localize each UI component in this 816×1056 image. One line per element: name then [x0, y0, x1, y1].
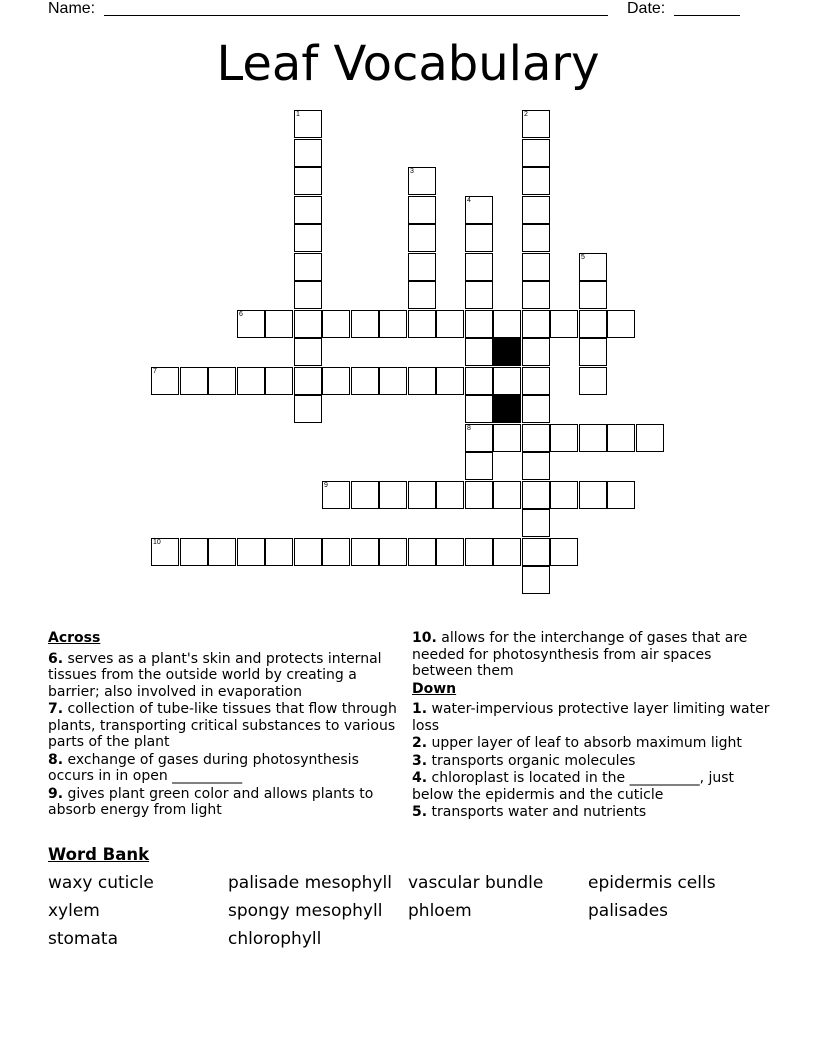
grid-cell[interactable]	[436, 481, 464, 509]
grid-cell[interactable]	[522, 452, 550, 480]
word-bank-list	[48, 873, 768, 949]
grid-cell[interactable]	[322, 481, 350, 509]
name-label: Name:	[48, 0, 96, 17]
grid-cell[interactable]	[237, 310, 265, 338]
word-bank-item: xylem	[48, 901, 100, 921]
grid-cell[interactable]	[493, 481, 521, 509]
clue-text: upper layer of leaf to absorb maximum light	[431, 735, 742, 751]
grid-cell[interactable]	[408, 481, 436, 509]
grid-cell[interactable]	[607, 310, 635, 338]
grid-cell[interactable]	[294, 167, 322, 195]
grid-cell[interactable]	[408, 196, 436, 224]
grid-cell[interactable]	[465, 452, 493, 480]
grid-cell[interactable]	[522, 310, 550, 338]
word-bank-heading: Word Bank	[48, 845, 150, 864]
right-clues	[412, 630, 772, 822]
cell-number: 6	[239, 311, 243, 318]
grid-cell[interactable]	[294, 338, 322, 366]
grid-cell[interactable]	[465, 538, 493, 566]
clue-text: transports organic molecules	[431, 752, 636, 769]
clue-text: exchange of gases during photosynthesis occurs in in open __________	[48, 751, 359, 784]
cell-number: 9	[324, 482, 328, 489]
word-bank-item: vascular bundle	[408, 873, 544, 893]
word-bank-item: palisades	[588, 901, 669, 921]
grid-cell[interactable]	[294, 224, 322, 252]
cell-number: 2	[524, 111, 528, 118]
grid-cell[interactable]	[465, 196, 493, 224]
grid-cell[interactable]	[237, 538, 265, 566]
word-bank-item: waxy cuticle	[48, 873, 154, 893]
clue-text: gives plant green color and allows plants to absorb energy from light	[48, 785, 374, 818]
grid-cell[interactable]	[465, 281, 493, 309]
grid-cell[interactable]	[408, 367, 436, 395]
clue-down-2	[412, 735, 772, 752]
grid-cell[interactable]	[408, 281, 436, 309]
grid-cell[interactable]	[465, 481, 493, 509]
word-bank-item: spongy mesophyll	[228, 901, 383, 921]
grid-cell[interactable]	[180, 538, 208, 566]
word-bank-item: epidermis cells	[588, 873, 716, 893]
grid-cell[interactable]	[379, 481, 407, 509]
grid-cell[interactable]	[465, 310, 493, 338]
clue-number: 9.	[48, 785, 64, 802]
clue-across-9	[48, 786, 398, 819]
across-heading: Across	[48, 630, 101, 646]
clue-down-4	[412, 770, 772, 803]
clue-text: collection of tube-like tissues that flow through plants, transporting critical substances to various parts of the plant	[48, 701, 397, 750]
word-bank-item: phloem	[408, 901, 472, 921]
grid-cell[interactable]	[550, 424, 578, 452]
grid-cell[interactable]	[493, 538, 521, 566]
grid-cell[interactable]	[322, 538, 350, 566]
grid-cell[interactable]	[522, 538, 550, 566]
grid-cell[interactable]	[636, 424, 664, 452]
clue-text: serves as a plant's skin and protects internal tissues from the outside world by creating a barrier; also involved in evaporation	[48, 650, 382, 700]
clue-number: 8.	[48, 751, 64, 768]
grid-cell[interactable]	[351, 367, 379, 395]
clue-number: 3.	[412, 752, 428, 769]
grid-cell[interactable]	[408, 224, 436, 252]
grid-cell[interactable]	[265, 367, 293, 395]
grid-cell[interactable]	[579, 338, 607, 366]
clue-across-8	[48, 752, 398, 785]
grid-cell[interactable]	[322, 367, 350, 395]
grid-cell[interactable]	[493, 424, 521, 452]
grid-cell[interactable]	[522, 424, 550, 452]
grid-cell[interactable]	[465, 338, 493, 366]
grid-cell[interactable]	[522, 481, 550, 509]
grid-cell[interactable]	[294, 395, 322, 423]
grid-cell[interactable]	[322, 310, 350, 338]
grid-cell[interactable]	[579, 481, 607, 509]
grid-cell[interactable]	[522, 110, 550, 138]
clue-text: water-impervious protective layer limiting water loss	[412, 701, 770, 734]
grid-cell[interactable]	[465, 253, 493, 281]
grid-cell[interactable]	[579, 424, 607, 452]
grid-cell[interactable]	[208, 538, 236, 566]
grid-cell[interactable]	[465, 224, 493, 252]
word-bank-item: chlorophyll	[228, 929, 322, 949]
grid-cell[interactable]	[294, 253, 322, 281]
page-title: Leaf Vocabulary	[216, 36, 600, 92]
grid-cell[interactable]	[436, 538, 464, 566]
clue-down-5	[412, 804, 772, 821]
grid-cell[interactable]	[522, 566, 550, 594]
clue-number: 10.	[412, 630, 437, 646]
grid-cell[interactable]	[579, 253, 607, 281]
grid-block	[493, 395, 521, 423]
grid-cell[interactable]	[550, 310, 578, 338]
clue-number: 6.	[48, 650, 64, 667]
grid-cell[interactable]	[436, 310, 464, 338]
grid-cell[interactable]	[294, 310, 322, 338]
grid-cell[interactable]	[465, 424, 493, 452]
grid-cell[interactable]	[579, 310, 607, 338]
clue-text: allows for the interchange of gases that are needed for photosynthesis from air spaces between them	[412, 630, 748, 679]
grid-cell[interactable]	[522, 139, 550, 167]
grid-block	[493, 338, 521, 366]
word-bank	[48, 845, 768, 949]
grid-cell[interactable]	[522, 281, 550, 309]
clue-across-7	[48, 701, 398, 751]
grid-cell[interactable]	[379, 367, 407, 395]
clue-text: chloroplast is located in the __________, just below the epidermis and the cuticle	[412, 770, 735, 803]
grid-cell[interactable]	[522, 253, 550, 281]
across-clues	[48, 630, 398, 820]
clue-number: 5.	[412, 804, 428, 820]
clue-number: 1.	[412, 701, 428, 717]
grid-cell[interactable]	[151, 367, 179, 395]
grid-cell[interactable]	[351, 481, 379, 509]
cell-number: 8	[467, 425, 471, 432]
grid-cell[interactable]	[522, 509, 550, 537]
grid-cell[interactable]	[465, 367, 493, 395]
grid-cell[interactable]	[208, 367, 236, 395]
cell-number: 4	[467, 197, 471, 204]
grid-cell[interactable]	[351, 538, 379, 566]
grid-cell[interactable]	[265, 310, 293, 338]
cell-number: 10	[153, 539, 161, 546]
grid-cell[interactable]	[522, 395, 550, 423]
grid-cell[interactable]	[550, 538, 578, 566]
clue-number: 7.	[48, 701, 64, 717]
cell-number: 1	[296, 111, 300, 118]
grid-cell[interactable]	[379, 310, 407, 338]
grid-cell[interactable]	[408, 167, 436, 195]
grid-cell[interactable]	[180, 367, 208, 395]
cell-number: 7	[153, 368, 157, 375]
word-bank-item: palisade mesophyll	[228, 873, 392, 893]
clue-across-10	[412, 630, 772, 680]
word-bank-item: stomata	[48, 929, 118, 949]
grid-cell[interactable]	[379, 538, 407, 566]
clue-down-3	[412, 753, 772, 770]
grid-cell[interactable]	[465, 395, 493, 423]
clue-across-6	[48, 651, 398, 701]
grid-cell[interactable]	[550, 481, 578, 509]
date-label: Date:	[627, 0, 666, 17]
cell-number: 3	[410, 168, 414, 175]
grid-cell[interactable]	[579, 367, 607, 395]
grid-cell[interactable]	[579, 281, 607, 309]
grid-cell[interactable]	[436, 367, 464, 395]
clue-text: transports water and nutrients	[431, 804, 647, 820]
grid-cell[interactable]	[294, 367, 322, 395]
grid-cell[interactable]	[493, 310, 521, 338]
grid-cell[interactable]	[408, 310, 436, 338]
grid-cell[interactable]	[294, 139, 322, 167]
clue-number: 2.	[412, 735, 428, 751]
grid-cell[interactable]	[294, 281, 322, 309]
grid-cell[interactable]	[408, 253, 436, 281]
grid-cell[interactable]	[351, 310, 379, 338]
grid-cell[interactable]	[522, 224, 550, 252]
grid-cell[interactable]	[294, 538, 322, 566]
grid-cell[interactable]	[607, 424, 635, 452]
grid-cell[interactable]	[265, 538, 293, 566]
grid-cell[interactable]	[294, 196, 322, 224]
grid-cell[interactable]	[294, 110, 322, 138]
grid-cell[interactable]	[493, 367, 521, 395]
grid-cell[interactable]	[408, 538, 436, 566]
grid-cell[interactable]	[237, 367, 265, 395]
grid-cell[interactable]	[151, 538, 179, 566]
down-heading: Down	[412, 680, 457, 697]
grid-cell[interactable]	[522, 167, 550, 195]
grid-cell[interactable]	[522, 338, 550, 366]
grid-cell[interactable]	[522, 196, 550, 224]
grid-cell[interactable]	[607, 481, 635, 509]
cell-number: 5	[581, 254, 585, 261]
grid-cell[interactable]	[522, 367, 550, 395]
clue-number: 4.	[412, 770, 428, 786]
clue-down-1	[412, 701, 772, 734]
